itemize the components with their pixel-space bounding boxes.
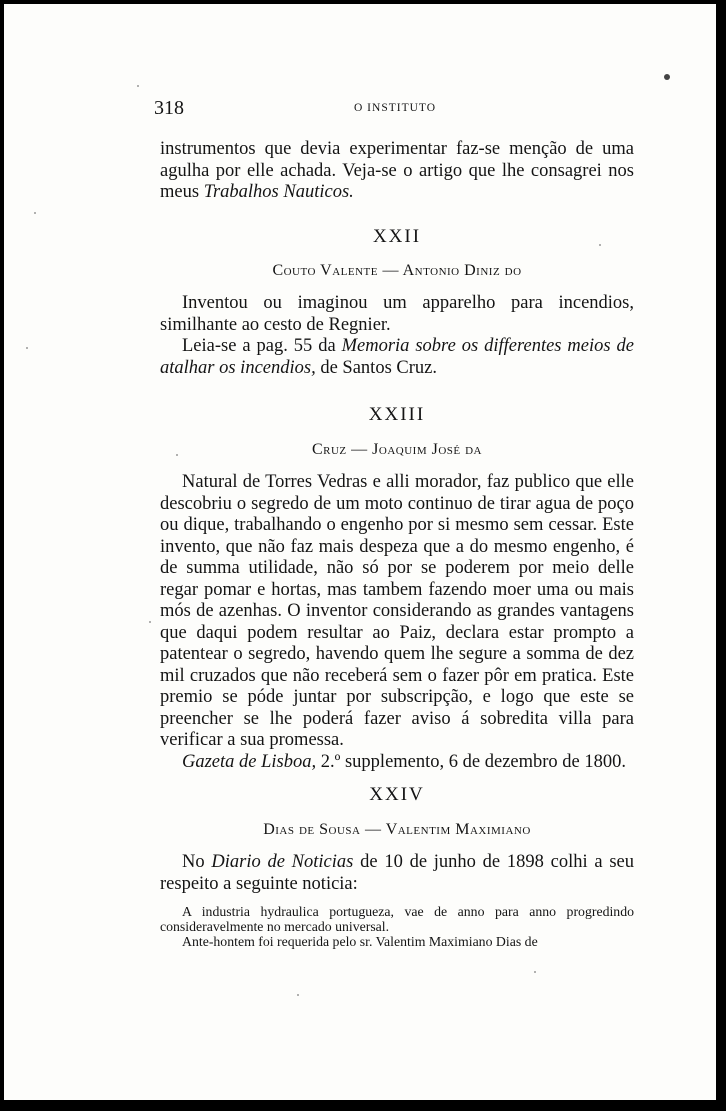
newspaper-title-italic: Diario de Noticias (211, 852, 354, 872)
intro-text-1: instrumentos que devia experimentar faz-se menção de uma agulha por elle achada. Veja-se o artigo que lhe consagrei nos meus (160, 139, 634, 202)
section-xxiii-body (160, 472, 634, 773)
text: Leia-se a pag. 55 da (182, 336, 342, 356)
intro-title-italic: Trabalhos Nauticos. (203, 182, 354, 202)
book-page (4, 4, 716, 1100)
paper-speck (297, 994, 299, 996)
intro-paragraph (160, 139, 634, 204)
paper-speck (26, 347, 28, 349)
text: No (182, 852, 212, 872)
quoted-excerpt (160, 904, 634, 949)
entry-heading-cruz: Cruz — Joaquim José da (311, 441, 482, 458)
paper-speck (176, 454, 178, 456)
paragraph (160, 336, 634, 379)
entry-heading-couto-valente: Couto Valente — Antonio Diniz do (272, 262, 522, 279)
section-numeral-xxii: XXII (372, 226, 422, 247)
work-title-italic: Memoria sobre os differentes meios de atalhar os incendios, (160, 336, 634, 378)
running-header (154, 97, 634, 121)
page-number: 318 (154, 97, 184, 119)
paragraph (160, 852, 634, 895)
paper-speck (137, 85, 139, 87)
section-xxiv-body (160, 852, 634, 949)
citation-text: 2.º supplemento, 6 de dezembro de 1800. (316, 751, 627, 772)
citation-source-italic: Gazeta de Lisboa, (182, 751, 317, 772)
entry-heading-dias-de-sousa: Dias de Sousa — Valentim Maximiano (263, 821, 531, 838)
paper-speck (599, 244, 601, 246)
text: de Santos Cruz. (315, 357, 437, 378)
section-numeral-xxiv: XXIV (369, 784, 425, 805)
text: de 10 de junho de 1898 colhi a seu respeito a seguinte noticia: (160, 852, 634, 894)
paper-speck (534, 971, 536, 973)
section-numeral-xxiii: XXIII (368, 404, 426, 425)
ink-spot (664, 74, 670, 80)
citation (160, 752, 634, 774)
quote-paragraph: Ante-hontem foi requerida pelo sr. Valentim Maximiano Dias de (182, 934, 538, 949)
paragraph: Natural de Torres Vedras e alli morador, faz publico que elle descobriu o segredo de um moto continuo de tirar agua de poço ou dique, trabalhando o engenho por si mesmo sem cessar. Este invento, que não faz mais despeza que a do mesmo engenho, é de summa utilidade, não só por se poderem por meio delle regar pomar e hortas, mas tambem fazendo moer uma ou mais mós de azenhas. O inventor considerando as grandes vantagens que daqui podem resultar ao Paiz, declara estar prompto a patentear o segredo, havendo quem lhe segure a somma de dez mil cruzados que não receberá sem o fazer pôr em pratica. Este premio se póde juntar por subscripção, e logo que este se preencher se lhe poderá fazer aviso á sobredita villa para verificar a sua promessa. (160, 472, 634, 750)
section-xxii-body (160, 293, 634, 379)
quote-paragraph: A industria hydraulica portugueza, vae de anno para anno progredindo consideravelmente no mercado universal. (160, 904, 634, 934)
paragraph: Inventou ou imaginou um apparelho para incendios, similhante ao cesto de Regnier. (160, 293, 634, 335)
running-title: O INSTITUTO (354, 102, 437, 114)
paper-speck (149, 621, 151, 623)
paper-speck (34, 212, 36, 214)
